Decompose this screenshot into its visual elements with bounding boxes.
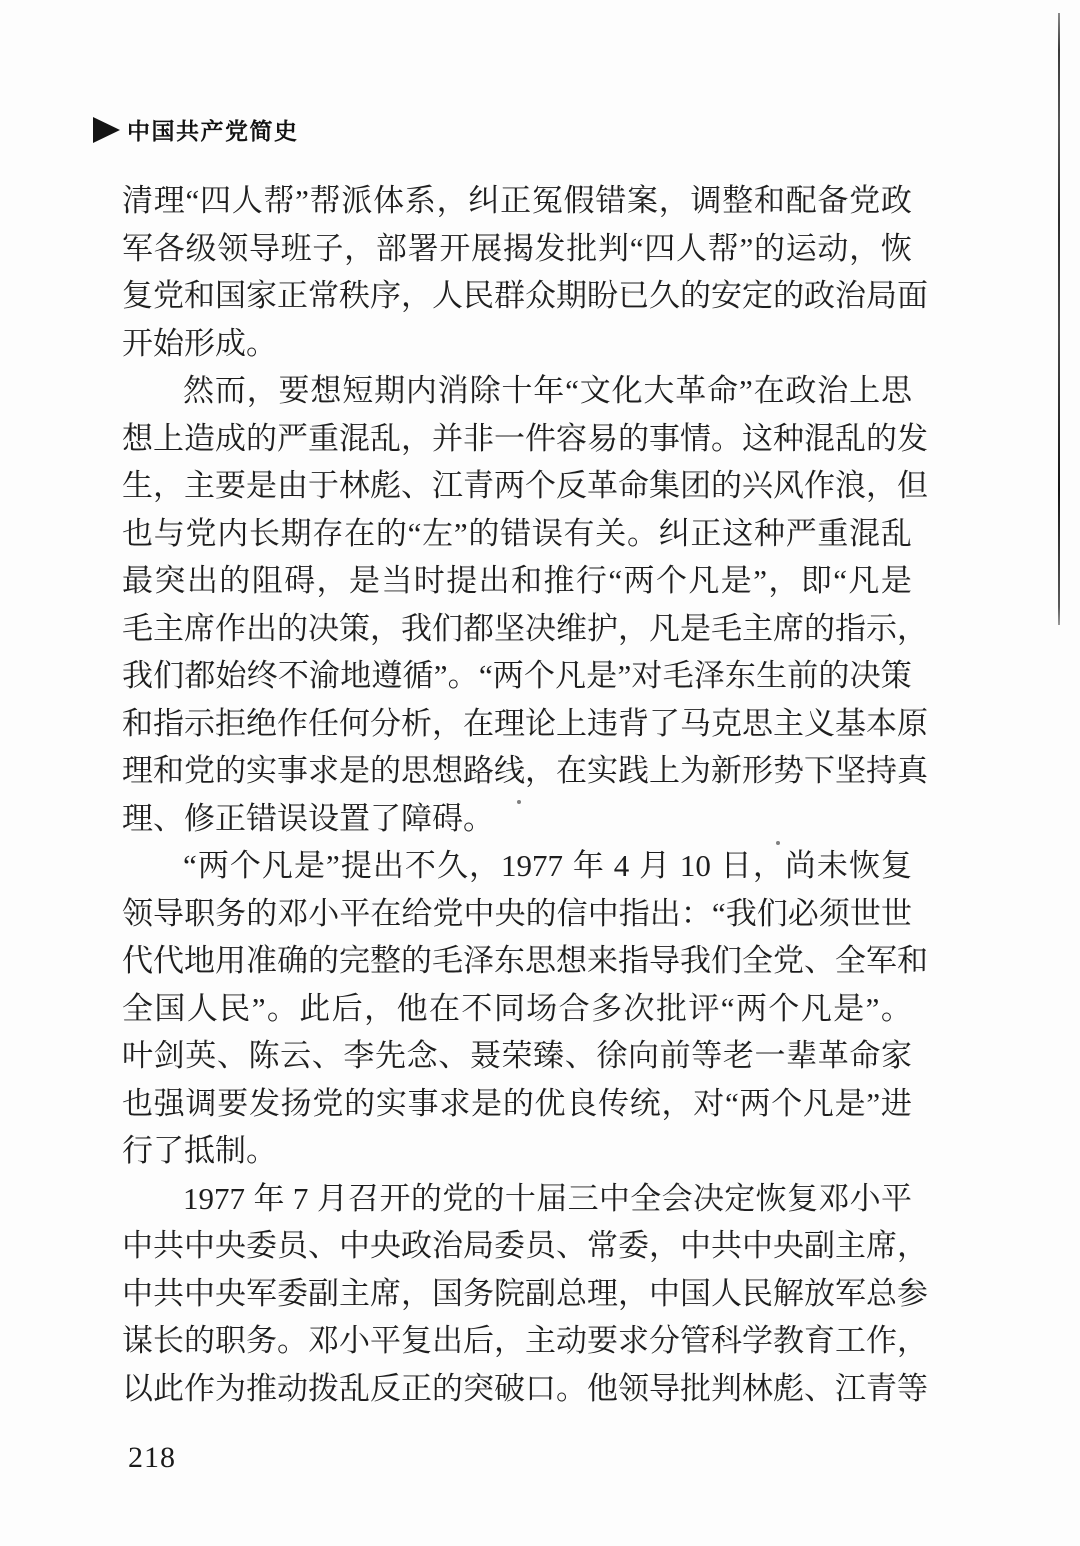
text-line: 生 ， 主 要 是 由 于 林 彪 、 江 青 两 个 反 革 命 集 团 的 兴 风 作 浪 ， 但 [122, 468, 928, 503]
text-line: 我 们 都 始 终 不 渝 地 遵 循 ” 。 “ 两 个 凡 是 ” 对 毛 泽 东 生 前 的 决 策 [122, 658, 912, 693]
text-line: 也 强 调 要 发 扬 党 的 实 事 求 是 的 优 良 传 统 ， 对 “ 两 个 凡 是 ” 进 [122, 1085, 912, 1121]
page-edge-line [1058, 13, 1060, 625]
text-line: 全 国 人 民 ” 。 此 后 ， 他 在 不 同 场 合 多 次 批 评 “ 两 个 凡 是 ” 。 [122, 990, 912, 1026]
text-line: “ 两 个 凡 是 ” 提 出 不 久 ， 1977 年 4 月 10 日 ， 尚 未 恢 复 [183, 848, 912, 883]
page-number: 218 [128, 1441, 176, 1474]
text-line: 复 党 和 国 家 正 常 秩 序 ， 人 民 群 众 期 盼 已 久 的 安 定 的 政 治 局 面 [122, 278, 928, 313]
text-line: 中 共 中 央 委 员 、 中 央 政 治 局 委 员 、 常 委 ， 中 共 中 央 副 主 席 ， [122, 1228, 928, 1263]
text-line: 和 指 示 拒 绝 作 任 何 分 析 ， 在 理 论 上 违 背 了 马 克 思 主 义 基 本 原 [122, 705, 928, 741]
text-line: 最 突 出 的 阻 碍 ， 是 当 时 提 出 和 推 行 “ 两 个 凡 是 ” ， 即 “ 凡 是 [122, 563, 912, 598]
text-line: 代 代 地 用 准 确 的 完 整 的 毛 泽 东 思 想 来 指 导 我 们 全 党 、 全 军 和 [122, 943, 928, 978]
text-line: 谋 长 的 职 务 。 邓 小 平 复 出 后 ， 主 动 要 求 分 管 科 学 教 育 工 作 ， [122, 1323, 928, 1358]
text-line: 清 理 “ 四 人 帮 ” 帮 派 体 系 ， 纠 正 冤 假 错 案 ， 调 整 和 配 备 党 政 [122, 183, 912, 218]
text-line: 毛 主 席 作 出 的 决 策 ， 我 们 都 坚 决 维 护 ， 凡 是 毛 主 席 的 指 示 ， [122, 610, 928, 646]
running-header [93, 113, 299, 146]
text-line: 开 始 形 成 。 [122, 325, 277, 361]
text-line: 行 了 抵 制 。 [122, 1133, 277, 1168]
text-line: 领 导 职 务 的 邓 小 平 在 给 党 中 央 的 信 中 指 出 ： “ 我 们 必 须 世 世 [122, 895, 912, 931]
right-triangle-icon [93, 117, 120, 143]
header-title: 中国共产党简史 [127, 118, 299, 144]
body-text [122, 177, 928, 1412]
text-line: 1977 年 7 月 召 开 的 党 的 十 届 三 中 全 会 决 定 恢 复 邓 小 平 [183, 1180, 912, 1216]
scan-speck [517, 800, 521, 804]
text-line: 然 而 ， 要 想 短 期 内 消 除 十 年 “ 文 化 大 革 命 ” 在 政 治 上 思 [183, 373, 912, 408]
text-line: 军 各 级 领 导 班 子 ， 部 署 开 展 揭 发 批 判 “ 四 人 帮 ” 的 运 动 ， 恢 [122, 230, 912, 266]
text-line: 以 此 作 为 推 动 拨 乱 反 正 的 突 破 口 。 他 领 导 批 判 林 彪 、 江 青 等 [122, 1370, 928, 1406]
text-line: 理 和 党 的 实 事 求 是 的 思 想 路 线 ， 在 实 践 上 为 新 形 势 下 坚 持 真 [122, 753, 928, 788]
scan-speck [776, 841, 780, 845]
text-line: 叶 剑 英 、 陈 云 、 李 先 念 、 聂 荣 臻 、 徐 向 前 等 老 一 辈 革 命 家 [122, 1038, 912, 1073]
text-line: 想 上 造 成 的 严 重 混 乱 ， 并 非 一 件 容 易 的 事 情 。 这 种 混 乱 的 发 [122, 420, 928, 456]
text-line: 也 与 党 内 长 期 存 在 的 “ 左 ” 的 错 误 有 关 。 纠 正 这 种 严 重 混 乱 [122, 515, 912, 551]
text-line: 中 共 中 央 军 委 副 主 席 ， 国 务 院 副 总 理 ， 中 国 人 民 解 放 军 总 参 [122, 1275, 928, 1311]
text-line: 理 、 修 正 错 误 设 置 了 障 碍 。 [122, 800, 494, 836]
